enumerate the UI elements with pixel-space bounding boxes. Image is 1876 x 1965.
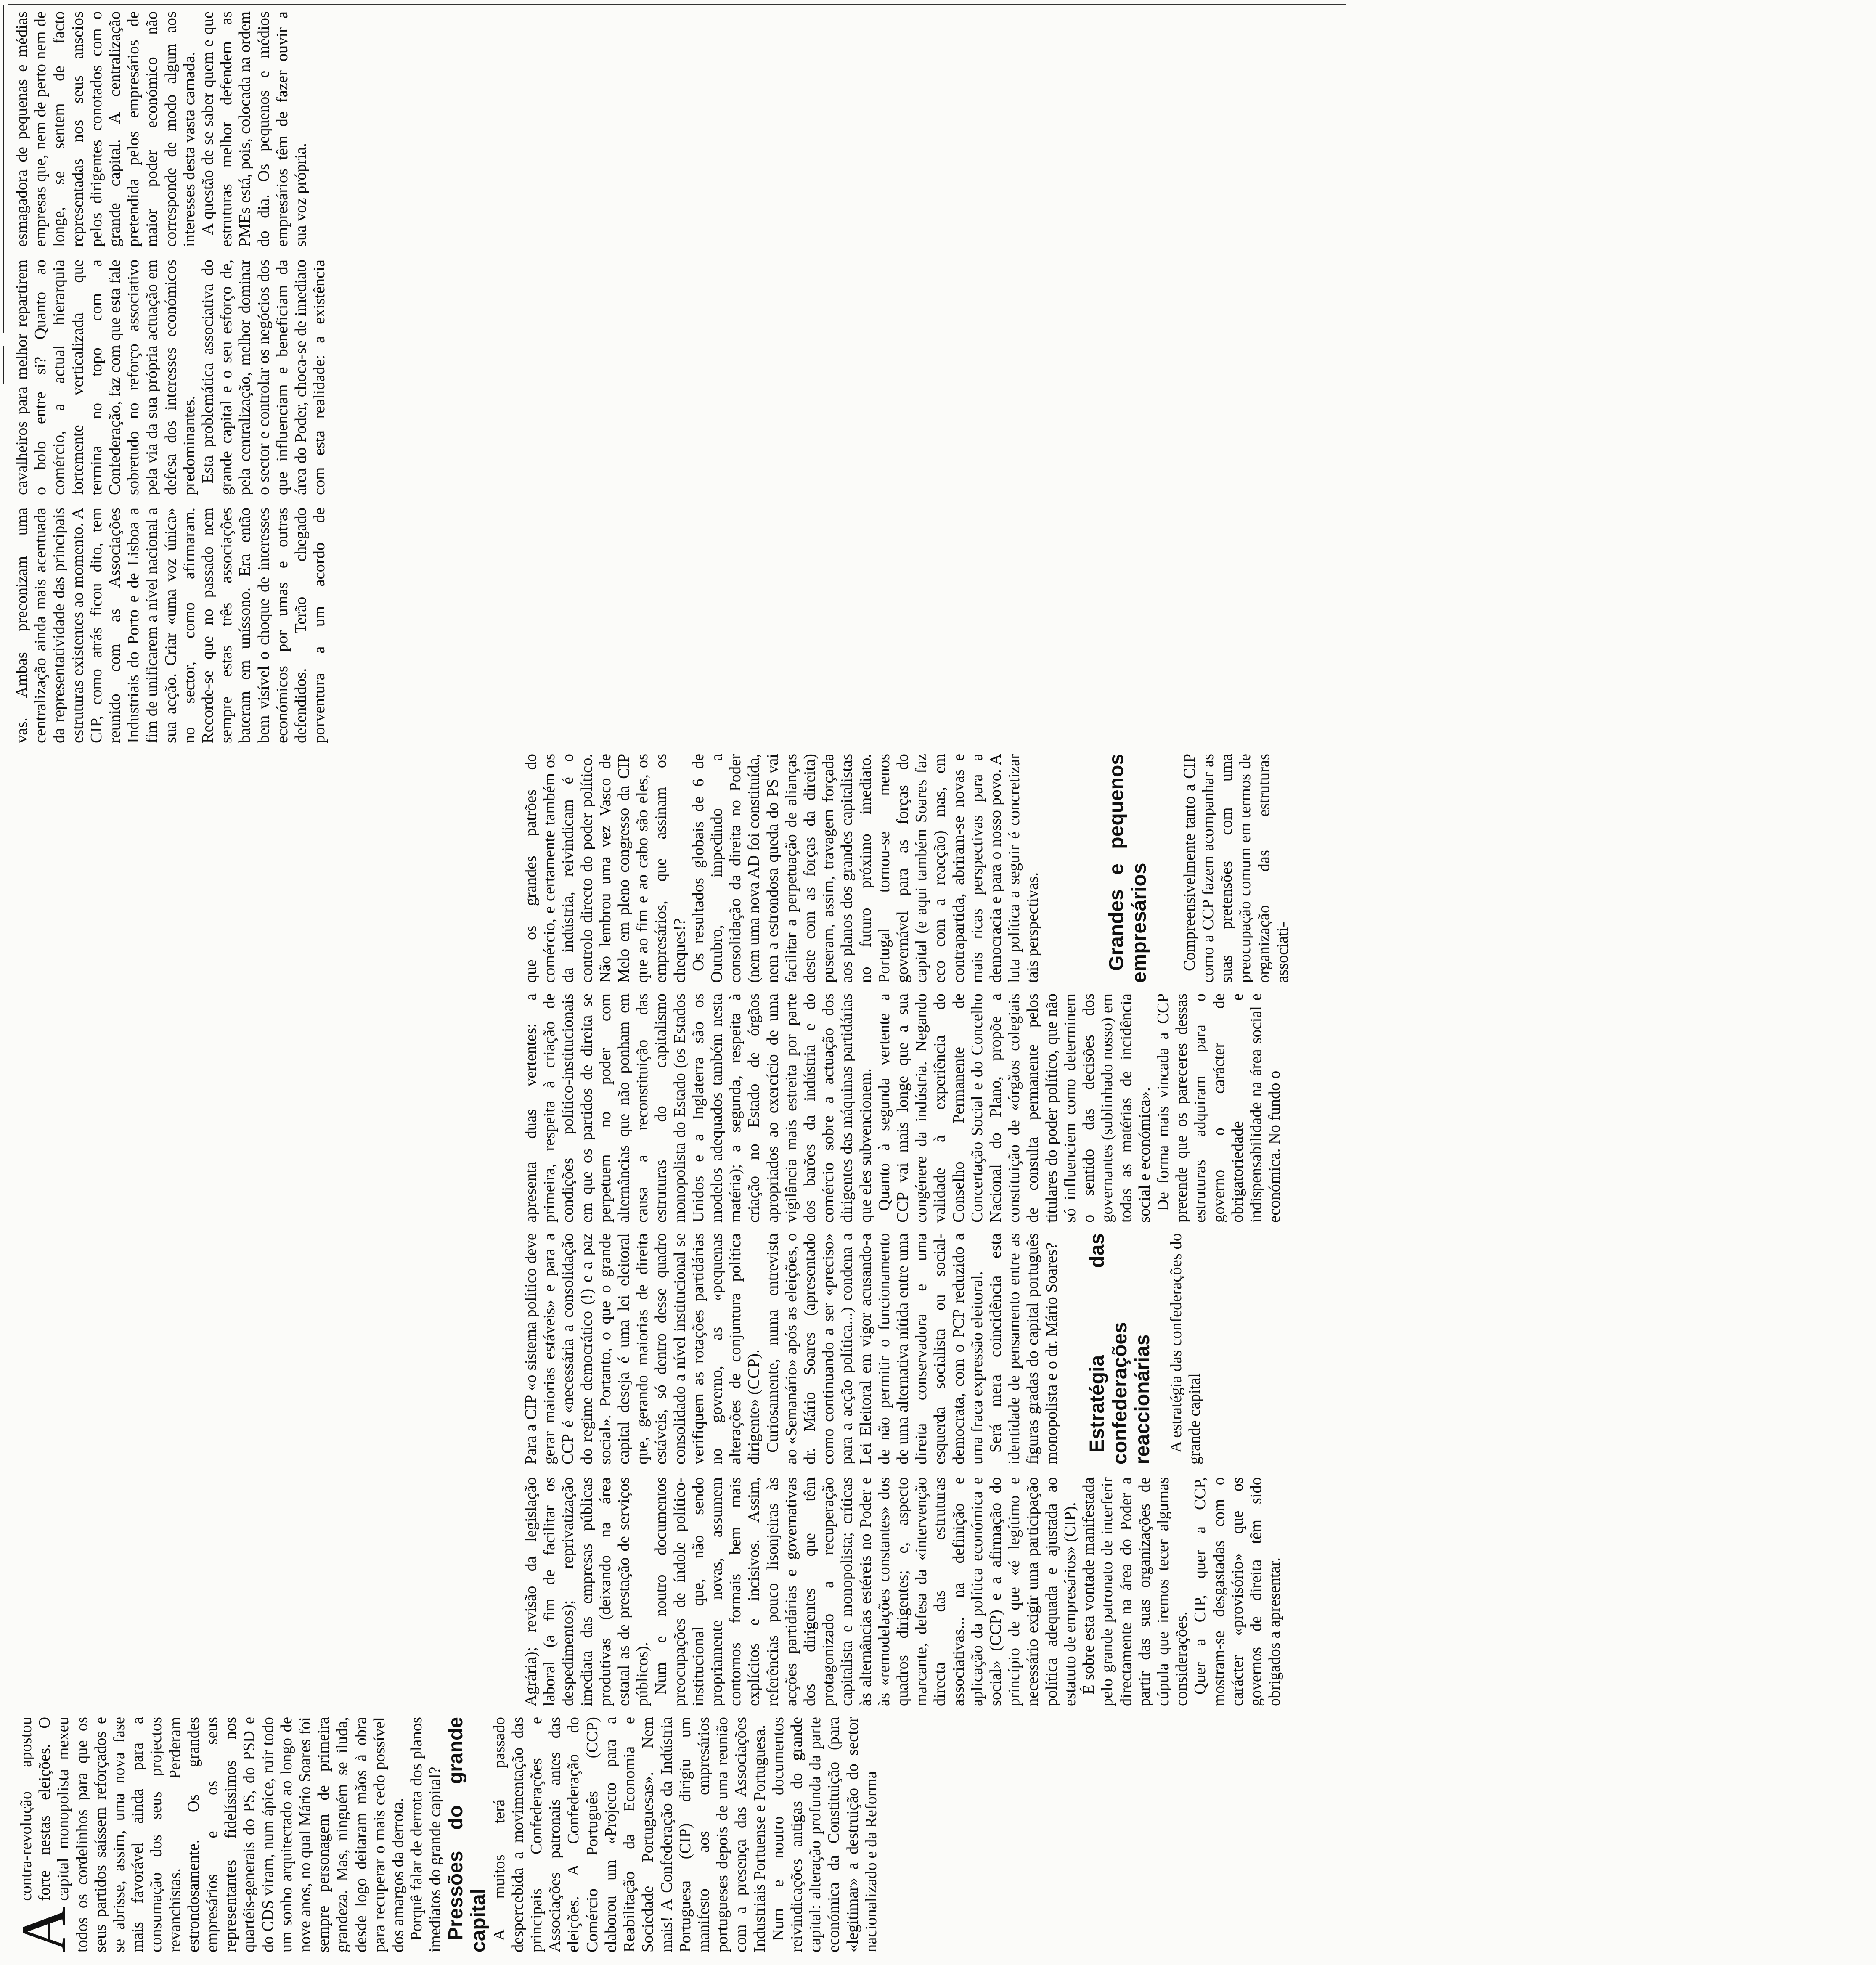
article-column-3 xyxy=(522,1233,1876,1464)
paragraph: Os resultados globais de 6 de Outubro, impedindo a consolidação da direita no Poder (nem uma nova AD foi constituída, nem a estrondosa queda do PS vai facilitar a perpetuação de alianças deste com as forças da direita) puseram, assim, travagem forçada aos planos dos grandes capitalistas no futuro próximo imediato. Portugal tornou-se menos governável para as forças do capital (e aqui também Soares faz eco com a reacção) mas, em contrapartida, abriram-se novas e mais ricas perspectivas para a democracia e para o nosso povo. A luta política a seguir é concretizar tais perspectivas. xyxy=(689,754,1042,983)
paragraph: Esta problemática associativa do grande capital e o seu esforço de, pela centralização, melhor dominar o sector e controlar os negócios dos que influenciam e beneficiam da área do Poder, choca-se de imediato com esta realidade: a existência esmagadora de pequenas e médias empresas que, nem de perto nem de longe, se sentem de facto representadas nos seus anseios pelos dirigentes conotados com o grande capital. A centralização pretendida pelos empresários de maior poder económico não corresponde de modo algum aos interesses desta vasta camada. xyxy=(13,11,329,495)
paragraph: Num e noutro documentos preocupações de índole político-institucional que, não sendo propriamente novas, assumem contornos formais bem mais explícitos e incisivos. Assim, referências pouco lisonjeiras às acções partidárias e governativas dos dirigentes que têm protagonizado a recuperação capitalista e monopolista; críticas às alternâncias estéreis no Poder e às «remodelações constantes» dos quadros dirigentes; e, aspecto marcante, defesa da «intervenção directa das estruturas associativas... na definição e aplicação da política económica e social» (CCP) e a afirmação do princípio de que «é legítimo e necessário exigir uma participação política adequada e ajustada ao estatuto de empresários» (CIP). xyxy=(652,1477,1079,1706)
drop-cap: A xyxy=(9,1907,79,1952)
paragraph: Curiosamente, numa entrevista ao «Semanário» após as eleições, o dr. Mário Soares (apresentado como continuando a ser «preciso» para a acção política...) condena a Lei Eleitoral em vigor acusando-a de não permitir o funcionamento de uma alternativa nítida entre uma direita conservadora e uma esquerda socialista ou social-democrata, com o PCP reduzido a uma fraca expressão eleitoral. xyxy=(763,1233,986,1464)
paragraph: apresenta duas vertentes: a primeira, respeita à criação de condições político-institucionais em que os partidos de direita se perpetuem no poder com alternâncias que não ponham em causa a reconstituição das estruturas do capitalismo monopolista do Estado (os Estados Unidos e a Inglaterra são os modelos adequados também nesta matéria); a segunda, respeita à criação no Estado de órgãos apropriados ao exercício de uma vigilância mais estreita por parte dos barões da indústria e do comércio sobre a actuação dos dirigentes das máquinas partidárias que eles subvencionem. xyxy=(522,993,874,1223)
paragraph: Porquê falar de derrota dos planos imediatos do grande capital? xyxy=(408,1717,444,1952)
article-column-1 xyxy=(9,1717,1371,1952)
column-rule xyxy=(8,4,1346,5)
paragraph: A estratégia das confederações do grande capital xyxy=(1167,1233,1204,1464)
paragraph: contra-revolução apostou forte nestas eleições. O capital monopolista mexeu todos os cordelinhos para que os seus partidos saíssem reforçados e se abrisse, assim, uma nova fase mais favorável ainda para a consumação dos seus projectos revanchistas. Perderam estrondosamente. Os grandes empresários e os seus representantes fidelíssimos nos quartéis-generais do PS, do PSD e do CDS viram, num ápice, ruir todo um sonho arquitectado ao longo de nove anos, no qual Mário Soares foi sempre personagem de primeira grandeza. Mas, ninguém se iluda, desde logo deitaram mãos à obra para recuperar o mais cedo possível dos amargos da derrota. xyxy=(17,1717,407,1952)
article-column-4 xyxy=(522,993,1876,1223)
top-rule-short xyxy=(3,346,4,384)
subheading: Grandes e pequenos empresários xyxy=(1105,754,1150,983)
paragraph: que os grandes patrões do comércio, e certamente também os da indústria, reivindicam é o controlo directo do poder político. Não lembrou uma vez Vasco de Melo em pleno congresso da CIP que ao fim e ao cabo são eles, os empresários, que assinam os cheques!? xyxy=(522,754,689,983)
paragraph: Para a CIP «o sistema político deve gerar maiorias estáveis» e para a CCP é «necessária a consolidação do regime democrático (!) e a paz social». Portanto, o que o grande capital deseja é uma lei eleitoral que, gerando maiorias de direita estáveis, só dentro desse quadro consolidado a nível institucional se verifiquem as rotações partidárias no governo, as «pequenas alterações de conjuntura política dirigente» (CCP). xyxy=(522,1233,763,1464)
paragraph: A questão de se saber quem e que estruturas melhor defendem as PMEs está, pois, colocada na ordem do dia. Os pequenos e médios empresários têm de fazer ouvir a sua voz própria. xyxy=(199,11,310,247)
top-rule xyxy=(3,5,4,333)
subheading: Estratégia das confederações reaccionárias xyxy=(1086,1233,1154,1464)
article-column-5 xyxy=(522,754,1876,983)
paragraph: Num e noutro documentos reivindicações antigas do grande capital: alteração profunda da parte económica da Constituição (para «legitimar» a destruição do sector nacionalizado e da Reforma xyxy=(769,1717,880,1952)
paragraph: Compreensivelmente tanto a CIP como a CCP fazem acompanhar as suas pretensões com uma preocupação comum em termos de organização das estruturas associati- xyxy=(1180,754,1291,983)
paragraph: De forma mais vincada a CCP pretende que os pareceres dessas estruturas adquiram para o governo o carácter de obrigatoriedade e indispensabilidade na área social e económica. No fundo o xyxy=(1154,993,1284,1223)
paragraph: Agrária); revisão da legislação laboral (a fim de facilitar os despedimentos); reprivatização imediata das empresas públicas produtivas (deixando na área estatal as de prestação de serviços públicos). xyxy=(522,1477,652,1706)
paragraph: É sobre esta vontade manifestada pelo grande patronato de interferir directamente na área do Poder a partir das suas organizações de cúpula que iremos tecer algumas considerações. xyxy=(1080,1477,1191,1706)
article-column-6 xyxy=(13,11,1367,743)
paragraph: Quanto à segunda vertente a CCP vai mais longe que a sua congénere da indústria. Negando validade à experiência do Conselho Permanente de Concertação Social e do Concelho Nacional do Plano, propõe a constituição de «órgãos colegiais de consulta permanente pelos titulares do poder político, que não só influenciem como determinem o sentido das decisões dos governantes (sublinhado nosso) em todas as matérias de incidência social e económica». xyxy=(875,993,1153,1223)
paragraph: Quer a CIP, quer a CCP, mostram-se desgastadas com o carácter «provisório» que os governos de direita têm sido obrigados a apresentar. xyxy=(1191,1477,1284,1706)
paragraph: vas. Ambas preconizam uma centralização ainda mais acentuada da representatividade das principais estruturas existentes ao momento. A CIP, como atrás ficou dito, tem reunido com as Associações Industriais do Porto e de Lisboa a fim de unificarem a nível nacional a sua acção. Criar «uma voz única» no sector, como afirmaram. Recorde-se que no passado nem sempre estas três associações bateram em uníssono. Era então bem visível o choque de interesses económicos por umas e outras defendidos. Terão chegado porventura a um acordo de cavalheiros para melhor repartirem o bolo entre si? Quanto ao comércio, a actual hierarquia fortemente verticalizada que termina no topo com a Confederação, faz com que esta fale sobretudo no reforço associativo pela via da sua própria actuação em defesa dos interesses económicos predominantes. xyxy=(13,260,329,743)
subheading: Pressões do grande capital xyxy=(444,1717,490,1952)
paragraph: A muitos terá passado despercebida a movimentação das principais Confederações e Associações patronais antes das eleições. A Confederação do Comércio Português (CCP) elaborou um «Projecto para a Reabilitação da Economia e Sociedade Portuguesas». Nem mais! A Confederação da Indústria Portuguesa (CIP) dirigiu um manifesto aos empresários portugueses depois de uma reunião com a presença das Associações Industriais Portuense e Portuguesa. xyxy=(490,1717,768,1952)
article-column-2 xyxy=(522,1477,1876,1706)
paragraph: Será mera coincidência esta identidade de pensamento entre as figuras gradas do capital português monopolista e o dr. Mário Soares? xyxy=(987,1233,1060,1464)
